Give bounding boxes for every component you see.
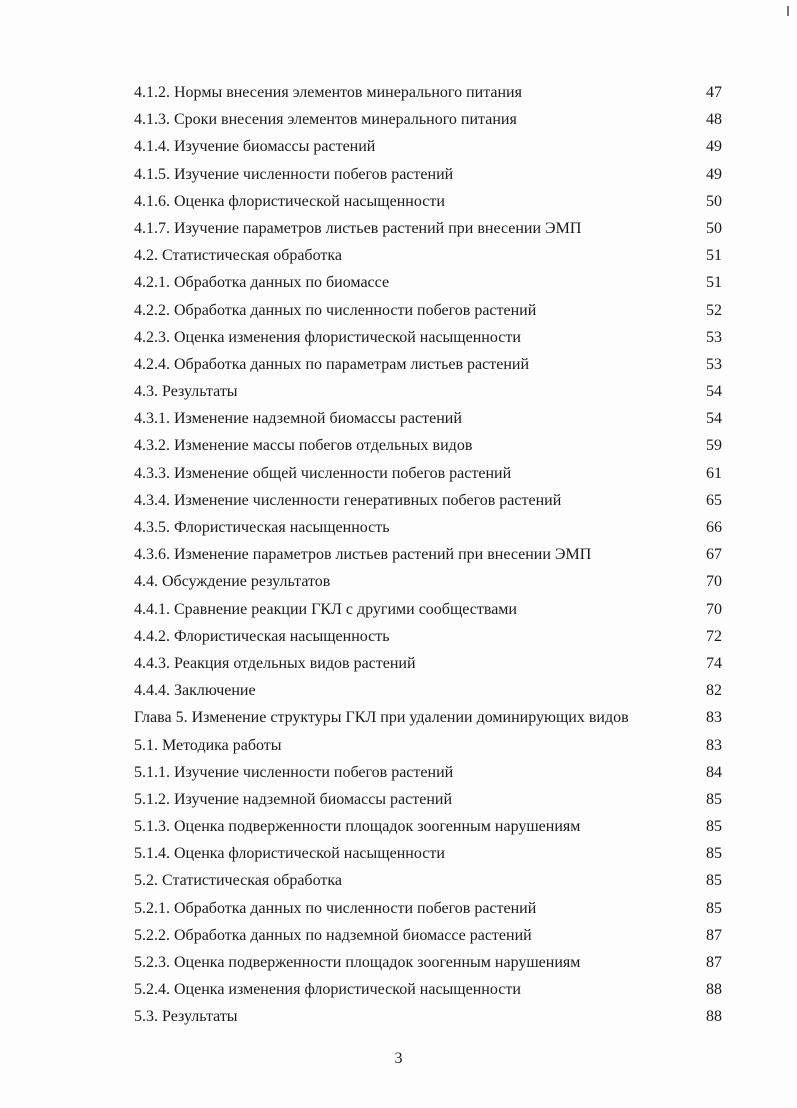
toc-entry-page: 87 bbox=[706, 926, 722, 944]
toc-entry-title: 4.3.2. Изменение массы побегов отдельных видов bbox=[134, 437, 473, 455]
toc-entry bbox=[134, 704, 722, 731]
toc-entry bbox=[134, 732, 722, 759]
toc-entry bbox=[134, 650, 722, 677]
toc-entry bbox=[134, 460, 722, 487]
toc-entry bbox=[134, 786, 722, 813]
toc-entry bbox=[134, 269, 722, 296]
toc-entry bbox=[134, 867, 722, 894]
toc-entry-page: 59 bbox=[706, 437, 722, 455]
toc-entry-title: 5.1.2. Изучение надземной биомассы растений bbox=[134, 790, 453, 808]
toc-entry-page: 50 bbox=[706, 192, 722, 210]
toc-entry bbox=[134, 188, 722, 215]
toc-entry bbox=[134, 133, 722, 160]
toc-entry-title: 4.3.6. Изменение параметров листьев растений при внесении ЭМП bbox=[134, 546, 592, 564]
toc-entry-page: 88 bbox=[706, 1008, 722, 1026]
toc-entry bbox=[134, 568, 722, 595]
toc-entry bbox=[134, 297, 722, 324]
toc-entry bbox=[134, 161, 722, 188]
toc-entry-page: 74 bbox=[706, 654, 722, 672]
toc-entry-title: 4.1.4. Изучение биомассы растений bbox=[134, 138, 376, 156]
toc-entry-title: 4.1.5. Изучение численности побегов растений bbox=[134, 165, 454, 183]
toc-entry-title: 4.4.1. Сравнение реакции ГКЛ с другими сообществами bbox=[134, 600, 517, 618]
toc-entry-title: 5.2.2. Обработка данных по надземной биомассе растений bbox=[134, 926, 532, 944]
toc-entry-title: 4.2.1. Обработка данных по биомассе bbox=[134, 274, 390, 292]
toc-entry bbox=[134, 487, 722, 514]
toc-entry-page: 53 bbox=[706, 355, 722, 373]
toc-entry bbox=[134, 895, 722, 922]
toc-entry-title: 5.1. Методика работы bbox=[134, 736, 282, 754]
toc-entry-page: 54 bbox=[706, 410, 722, 428]
toc-entry-title: 4.2.2. Обработка данных по численности побегов растений bbox=[134, 301, 537, 319]
toc-entry-title: 5.1.1. Изучение численности побегов растений bbox=[134, 763, 454, 781]
toc-entry bbox=[134, 976, 722, 1003]
toc-entry-page: 54 bbox=[706, 383, 722, 401]
toc-entry-title: 5.2.3. Оценка подверженности площадок зоогенным нарушениям bbox=[134, 954, 581, 971]
toc-entry-page: 66 bbox=[706, 519, 722, 536]
toc-entry-title: 5.1.4. Оценка флористической насыщенности bbox=[134, 845, 445, 863]
scan-mark bbox=[787, 6, 789, 16]
page-number: 3 bbox=[394, 1050, 403, 1067]
toc-entry-page: 48 bbox=[706, 111, 722, 129]
toc-entry bbox=[134, 242, 722, 269]
toc-entry-title: 4.1.3. Сроки внесения элементов минерального питания bbox=[134, 111, 517, 129]
toc-entry bbox=[134, 106, 722, 133]
toc-entry-page: 84 bbox=[706, 763, 722, 781]
toc-entry-page: 61 bbox=[706, 464, 722, 482]
toc-entry bbox=[134, 596, 722, 623]
toc-entry-page: 87 bbox=[706, 954, 722, 971]
toc-entry bbox=[134, 759, 722, 786]
toc-entry-title: 4.4.3. Реакция отдельных видов растений bbox=[134, 654, 416, 672]
toc-entry-title: 5.1.3. Оценка подверженности площадок зоогенным нарушениям bbox=[134, 818, 581, 836]
toc-entry bbox=[134, 813, 722, 840]
toc-entry-page: 53 bbox=[706, 328, 722, 346]
toc-entry-title: 4.3.4. Изменение численности генеративных побегов растений bbox=[134, 491, 562, 509]
toc-entry-title: 4.2. Статистическая обработка bbox=[134, 247, 342, 265]
toc-entry bbox=[134, 324, 722, 351]
toc-entry bbox=[134, 432, 722, 459]
toc-entry-page: 85 bbox=[706, 790, 722, 808]
toc-entry bbox=[134, 623, 722, 650]
toc-entry bbox=[134, 514, 722, 541]
toc-entry bbox=[134, 351, 722, 378]
toc-entry-page: 52 bbox=[706, 301, 722, 319]
toc-entry-title: 4.3. Результаты bbox=[134, 383, 238, 401]
toc-entry-page: 85 bbox=[706, 845, 722, 863]
toc-entry bbox=[134, 378, 722, 405]
toc-entry-page: 50 bbox=[706, 219, 722, 237]
toc-entry bbox=[134, 949, 722, 976]
toc-entry-title: 5.2.4. Оценка изменения флористической насыщенности bbox=[134, 981, 521, 999]
toc-entry-title: 5.2. Статистическая обработка bbox=[134, 872, 342, 890]
toc-entry-page: 49 bbox=[706, 138, 722, 156]
toc-entry bbox=[134, 215, 722, 242]
toc-entry-title: 4.1.2. Нормы внесения элементов минерального питания bbox=[134, 84, 522, 101]
toc-entry-page: 51 bbox=[706, 247, 722, 265]
toc-entry-title: 4.1.7. Изучение параметров листьев растений при внесении ЭМП bbox=[134, 219, 582, 237]
toc-entry-page: 67 bbox=[706, 546, 722, 564]
toc-entry-title: 5.2.1. Обработка данных по численности побегов растений bbox=[134, 899, 537, 917]
toc-entry-page: 47 bbox=[706, 84, 722, 101]
toc-entry-title: 4.3.1. Изменение надземной биомассы растений bbox=[134, 410, 462, 428]
toc-entry-page: 51 bbox=[706, 274, 722, 292]
toc-entry-page: 85 bbox=[706, 872, 722, 890]
toc-entry-title: 5.3. Результаты bbox=[134, 1008, 238, 1026]
toc-entry-title: 4.4.4. Заключение bbox=[134, 682, 256, 700]
toc-entry-page: 83 bbox=[706, 709, 722, 727]
toc-entry-title: 4.4. Обсуждение результатов bbox=[134, 573, 331, 591]
toc-entry-page: 85 bbox=[706, 899, 722, 917]
toc-entry-title: 4.2.3. Оценка изменения флористической насыщенности bbox=[134, 328, 521, 346]
toc-entry bbox=[134, 677, 722, 704]
toc-entry bbox=[134, 840, 722, 867]
toc-entry-page: 82 bbox=[706, 682, 722, 700]
toc-entry-page: 70 bbox=[706, 600, 722, 618]
toc-entry bbox=[134, 79, 722, 106]
toc-entry-title: 4.4.2. Флористическая насыщенность bbox=[134, 627, 390, 645]
toc-entry-title: 4.1.6. Оценка флористической насыщенности bbox=[134, 192, 445, 210]
toc-entry-page: 70 bbox=[706, 573, 722, 591]
toc-entry-page: 72 bbox=[706, 627, 722, 645]
toc-entry-page: 83 bbox=[706, 736, 722, 754]
toc-entry bbox=[134, 1003, 722, 1030]
toc-entry bbox=[134, 541, 722, 568]
toc-entry-page: 85 bbox=[706, 818, 722, 836]
toc-entry-page: 88 bbox=[706, 981, 722, 999]
toc-entry-title: 4.3.5. Флористическая насыщенность bbox=[134, 519, 390, 536]
toc-entry-page: 65 bbox=[706, 491, 722, 509]
toc-entry-page: 49 bbox=[706, 165, 722, 183]
toc-entry-title: 4.2.4. Обработка данных по параметрам листьев растений bbox=[134, 355, 530, 373]
toc-entry-title: Глава 5. Изменение структуры ГКЛ при удалении доминирующих видов bbox=[134, 709, 629, 727]
toc-entry bbox=[134, 922, 722, 949]
toc-entry bbox=[134, 405, 722, 432]
table-of-contents bbox=[134, 79, 722, 1031]
toc-entry-title: 4.3.3. Изменение общей численности побегов растений bbox=[134, 464, 512, 482]
